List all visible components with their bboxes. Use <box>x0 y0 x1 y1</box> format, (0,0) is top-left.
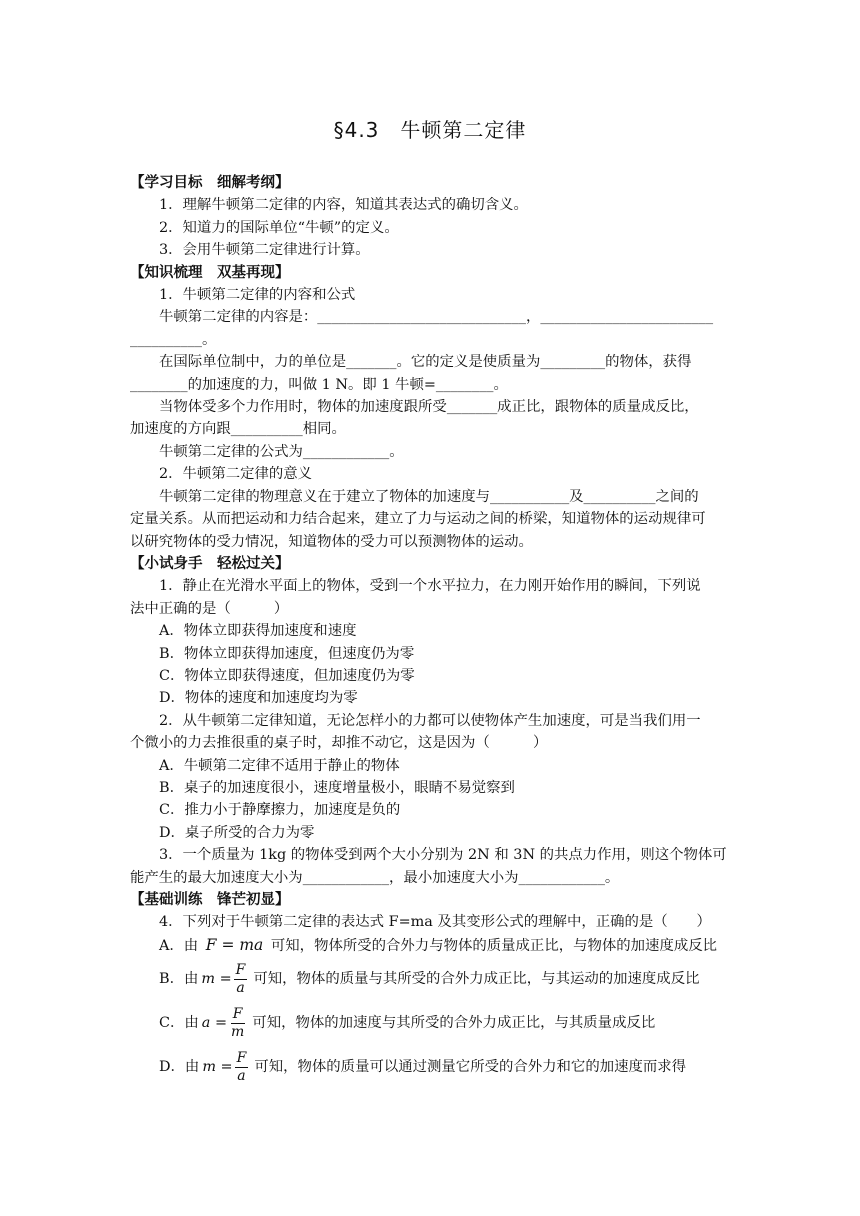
document-body <box>130 172 730 1089</box>
goal-item: 2．知道力的国际单位“牛顿”的定义。 <box>159 219 399 236</box>
formula: F = ma <box>205 935 264 954</box>
fraction-numerator: F <box>232 1005 243 1022</box>
goal-item: 3．会用牛顿第二定律进行计算。 <box>159 242 370 259</box>
option-item: D．桌子所受的合力为零 <box>159 824 315 841</box>
formula-lhs: m = <box>201 971 232 988</box>
question-stem: 3．一个质量为 1kg 的物体受到两个大小分别为 2N 和 3N 的共点力作用，则这个物体可 <box>159 847 727 864</box>
section-heading-knowledge: 【知识梳理 双基再现】 <box>130 264 290 281</box>
fill-blank-line: 牛顿第二定律的内容是：_____________________________，________________________ <box>159 309 714 326</box>
question-stem: 4．下列对于牛顿第二定律的表达式 F=ma 及其变形公式的理解中，正确的是（ ） <box>159 914 711 931</box>
fill-blank-line: 牛顿第二定律的公式为____________。 <box>159 443 404 460</box>
fraction <box>235 1050 249 1085</box>
option-item: B．物体立即获得加速度，但速度仍为零 <box>159 645 415 662</box>
fill-blank-line: 当物体受多个力作用时，物体的加速度跟所受_______成正比，跟物体的质量成反比， <box>159 399 699 416</box>
option-item <box>130 1001 730 1045</box>
formula-lhs: m = <box>202 1059 233 1076</box>
option-text: 可知，物体的质量与其所受的合外力成正比，与其运动的加速度成反比 <box>253 971 700 988</box>
fraction-denominator: a <box>236 979 245 996</box>
subheading: 1．牛顿第二定律的内容和公式 <box>159 287 356 304</box>
question-stem: 个微小的力去推很重的桌子时，却推不动它，这是因为（ ） <box>130 735 548 752</box>
fraction-denominator: a <box>237 1067 246 1084</box>
question-stem: 1．静止在光滑水平面上的物体，受到一个水平拉力，在力刚开始作用的瞬间，下列说 <box>159 578 701 595</box>
goal-item: 1．理解牛顿第二定律的内容，知道其表达式的确切含义。 <box>159 197 528 214</box>
question-stem: 能产生的最大加速度大小为____________，最小加速度大小为____________。 <box>130 869 620 886</box>
question-stem: 法中正确的是（ ） <box>130 600 289 617</box>
option-prefix: D．由 <box>159 1059 200 1076</box>
option-text: 可知，物体的质量可以通过测量它所受的合外力和它的加速度而求得 <box>254 1059 687 1076</box>
fraction <box>229 1006 246 1041</box>
option-item: C．推力小于静摩擦力，加速度是负的 <box>159 802 401 819</box>
section-heading-basic-training: 【基础训练 锋芒初显】 <box>130 892 290 908</box>
fill-blank-line: 在国际单位制中，力的单位是_______。它的定义是使质量为_________的物体，获得 <box>159 354 692 371</box>
option-prefix: C．由 <box>159 1015 199 1032</box>
option-item: C．物体立即获得速度，但加速度仍为零 <box>159 667 415 684</box>
option-item <box>130 934 730 957</box>
fill-blank-line: ________的加速度的力，叫做 1 N。即 1 牛顿=________。 <box>130 376 508 393</box>
paragraph-line: 以研究物体的受力情况，知道物体的受力可以预测物体的运动。 <box>130 533 533 550</box>
fraction-numerator: F <box>236 1049 247 1066</box>
option-item <box>130 1045 730 1089</box>
option-item: D．物体的速度和加速度均为零 <box>159 690 358 707</box>
option-item: B．桌子的加速度很小，速度增量极小，眼睛不易觉察到 <box>159 779 515 796</box>
option-text: 可知，物体所受的合外力与物体的质量成正比，与物体的加速度成反比 <box>270 937 718 954</box>
page-title: §4.3 牛顿第二定律 <box>333 118 527 142</box>
paragraph-line: 定量关系。从而把运动和力结合起来，建立了力与运动之间的桥梁，知道物体的运动规律可 <box>130 511 706 528</box>
option-prefix: B．由 <box>159 971 199 988</box>
option-item <box>130 957 730 1001</box>
option-text: 可知，物体的加速度与其所受的合外力成正比，与其质量成反比 <box>252 1015 656 1032</box>
paragraph-line: 牛顿第二定律的物理意义在于建立了物体的加速度与___________及__________之间的 <box>159 488 699 505</box>
subheading: 2．牛顿第二定律的意义 <box>159 466 313 483</box>
fraction <box>234 962 248 997</box>
fill-blank-line: 加速度的方向跟__________相同。 <box>130 421 346 438</box>
option-item: A．物体立即获得加速度和速度 <box>159 623 357 640</box>
fraction-numerator: F <box>235 961 246 978</box>
option-prefix: A．由 <box>159 937 199 954</box>
fill-blank-line: __________。 <box>130 331 217 348</box>
section-heading-practice: 【小试身手 轻松过关】 <box>130 555 290 572</box>
question-stem: 2．从牛顿第二定律知道，无论怎样小的力都可以使物体产生加速度，可是当我们用一 <box>159 712 701 729</box>
fraction-denominator: m <box>231 1023 245 1040</box>
option-item: A．牛顿第二定律不适用于静止的物体 <box>159 757 400 774</box>
formula-lhs: a = <box>201 1015 228 1032</box>
section-heading-learning-goals: 【学习目标 细解考纲】 <box>130 175 290 191</box>
